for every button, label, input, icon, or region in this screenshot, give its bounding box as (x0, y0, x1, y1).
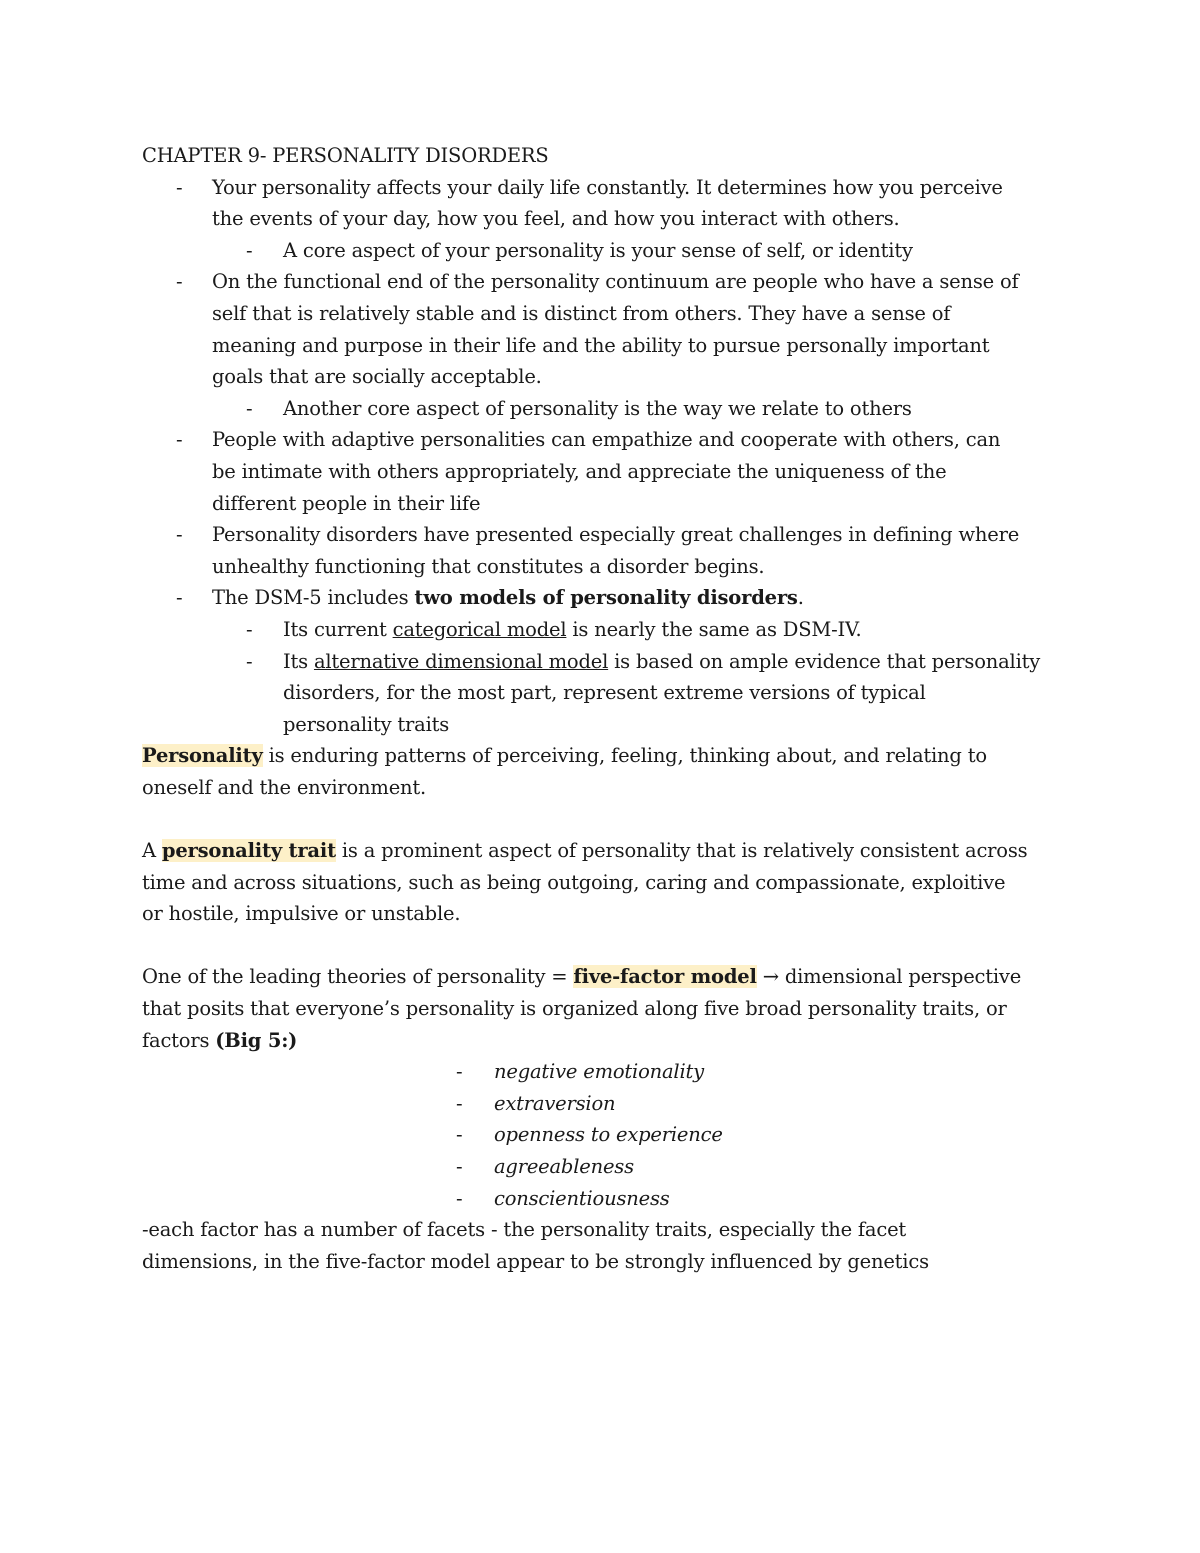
bullet-line (212, 582, 1072, 614)
dash-marker: - (456, 1060, 463, 1084)
bullet-daily-life (142, 172, 1072, 235)
bullet-line: self that is relatively stable and is distinct from others. They have a sense of (212, 301, 951, 325)
sub-bullet-categorical-model (142, 614, 1072, 646)
sub-bullet-relate-to-others (142, 393, 1072, 425)
dash-marker: - (246, 396, 253, 420)
underlined-text: categorical model (392, 617, 567, 641)
bullet-adaptive-personalities (142, 424, 1072, 519)
bullet-line: disorders, for the most part, represent extreme versions of typical (283, 681, 926, 705)
paragraph-line: that posits that everyone’s personality is organized along five broad personality traits, or (142, 997, 1007, 1021)
factor-label: agreeableness (494, 1155, 634, 1178)
factor-item (142, 1151, 1072, 1183)
bullet-line: Personality disorders have presented especially great challenges in defining where (212, 523, 1020, 547)
bold-text: two models of personality disorders (414, 586, 798, 610)
dash-marker: - (456, 1186, 463, 1210)
text-run: . (797, 586, 804, 610)
bullet-line: A core aspect of your personality is your sense of self, or identity (283, 238, 913, 262)
bullet-line: goals that are socially acceptable. (212, 365, 542, 389)
paragraph-line (142, 740, 1072, 772)
dash-marker: - (456, 1123, 463, 1147)
text-run: is enduring patterns of perceiving, feeling, thinking about, and relating to (262, 744, 987, 768)
underlined-text: alternative dimensional model (313, 649, 609, 673)
text-run: Its (283, 649, 314, 673)
dash-marker: - (246, 649, 253, 673)
bullet-line: meaning and purpose in their life and the ability to pursue personally important (212, 333, 990, 357)
dash-marker: - (176, 175, 183, 199)
dash-marker: - (176, 270, 183, 294)
highlighted-term: personality trait (161, 839, 336, 863)
text-run: → dimensional perspective (756, 965, 1022, 989)
facets-paragraph (142, 1214, 1072, 1277)
bullet-line: People with adaptive personalities can empathize and cooperate with others, can (212, 428, 1001, 452)
paragraph-line: -each factor has a number of facets - the personality traits, especially the facet (142, 1218, 907, 1242)
factor-label: openness to experience (494, 1123, 723, 1147)
text-run: The DSM-5 includes (212, 586, 415, 610)
dash-marker: - (246, 238, 253, 262)
bullet-line (283, 614, 1072, 646)
bullet-defining-challenges (142, 519, 1072, 582)
paragraph-line (142, 961, 1072, 993)
text-run: is nearly the same as DSM-IV. (566, 617, 862, 641)
highlighted-term: Personality (142, 744, 263, 768)
bullet-line: Your personality affects your daily life constantly. It determines how you perceive (212, 175, 1003, 199)
text-run: is a prominent aspect of personality that is relatively consistent across (335, 839, 1028, 863)
paragraph-line: oneself and the environment. (142, 775, 427, 799)
dash-marker: - (246, 617, 253, 641)
bullet-line: unhealthy functioning that constitutes a disorder begins. (212, 554, 765, 578)
blank-line (142, 803, 1072, 835)
paragraph-line (142, 1025, 1072, 1057)
sub-bullet-sense-of-self (142, 235, 1072, 267)
bold-text: (Big 5:) (215, 1028, 298, 1052)
blank-line (142, 930, 1072, 962)
bullet-dsm5-models (142, 582, 1072, 614)
factor-label: extraversion (494, 1091, 616, 1115)
chapter-title: CHAPTER 9- PERSONALITY DISORDERS (142, 144, 549, 167)
text-run: is based on ample evidence that personality (608, 649, 1041, 673)
bullet-line: be intimate with others appropriately, and appreciate the uniqueness of the (212, 459, 947, 483)
five-factor-paragraph (142, 961, 1072, 1056)
paragraph-line: time and across situations, such as being outgoing, caring and compassionate, exploitive (142, 870, 1006, 894)
document-page (142, 140, 1072, 1277)
factor-item (142, 1183, 1072, 1215)
bullet-line: different people in their life (212, 491, 481, 515)
text-run: Its current (283, 617, 393, 641)
paragraph-line: or hostile, impulsive or unstable. (142, 902, 461, 926)
bullet-line: Another core aspect of personality is the way we relate to others (283, 396, 912, 420)
dash-marker: - (176, 428, 183, 452)
sub-bullet-dimensional-model (142, 646, 1072, 741)
definition-personality-trait (142, 835, 1072, 930)
factor-item (142, 1088, 1072, 1120)
text-run: One of the leading theories of personality = (142, 965, 574, 989)
highlighted-term: five-factor model (573, 965, 757, 989)
bullet-line (283, 646, 1072, 678)
bullet-line: On the functional end of the personality continuum are people who have a sense of (212, 270, 1019, 294)
factor-item (142, 1119, 1072, 1151)
paragraph-line (142, 835, 1072, 867)
dash-marker: - (456, 1155, 463, 1178)
bullet-line: the events of your day, how you feel, and how you interact with others. (212, 207, 900, 231)
dash-marker: - (176, 586, 183, 610)
paragraph-line: dimensions, in the five-factor model appear to be strongly influenced by genetics (142, 1249, 929, 1273)
factor-label: negative emotionality (494, 1060, 704, 1084)
dash-marker: - (456, 1091, 463, 1115)
text-run: A (142, 839, 162, 863)
text-run: factors (142, 1028, 216, 1052)
dash-marker: - (176, 523, 183, 547)
bullet-functional-end (142, 266, 1072, 392)
bullet-line: personality traits (283, 712, 450, 736)
factor-label: conscientiousness (494, 1186, 670, 1210)
definition-personality (142, 740, 1072, 803)
factor-item (142, 1056, 1072, 1088)
